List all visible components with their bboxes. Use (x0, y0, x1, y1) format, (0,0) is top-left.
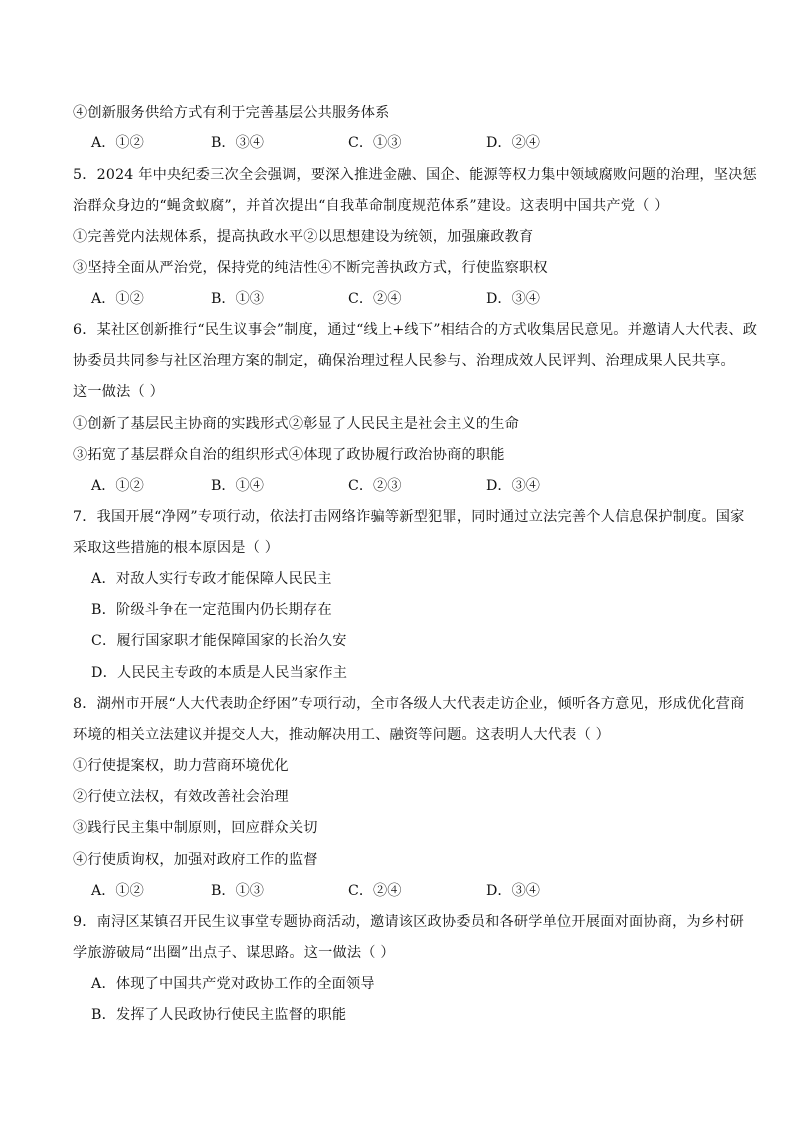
q8-statement-2: ②行使立法权，有效改善社会治理 (73, 789, 289, 805)
q6-stem-line-2: 协委员共同参与社区治理方案的制定，确保治理过程人民参与、治理成效人民评判、治理成果人民共享。 (73, 353, 735, 369)
q4-option-d: D．②④ (486, 135, 540, 151)
q6-statements-2: ③拓宽了基层群众自治的组织形式④体现了政协履行政治协商的职能 (73, 447, 505, 463)
q5-option-a: A．①② (91, 291, 144, 307)
q7-option-c: C．履行国家职才能保障国家的长治久安 (91, 633, 347, 649)
q9-option-a: A．体现了中国共产党对政协工作的全面领导 (91, 976, 375, 992)
q7-option-b: B．阶级斗争在一定范围内仍长期存在 (91, 602, 332, 618)
q8-statement-4: ④行使质询权，加强对政府工作的监督 (73, 852, 318, 868)
q5-statements-1: ①完善党内法规体系，提高执政水平②以思想建设为统领，加强廉政教育 (73, 229, 534, 245)
q8-option-c: C．②④ (348, 883, 402, 899)
q5-stem-line-1: 5．2024 年中央纪委三次全会强调，要深入推进金融、国企、能源等权力集中领域腐败问题的治理，坚决惩 (73, 167, 757, 183)
q8-option-a: A．①② (91, 883, 144, 899)
q6-statements-1: ①创新了基层民主协商的实践形式②彰显了人民民主是社会主义的生命 (73, 416, 520, 432)
q4-option-c: C．①③ (348, 135, 402, 151)
q6-option-d: D．③④ (486, 478, 540, 494)
q7-option-a: A．对敌人实行专政才能保障人民民主 (91, 571, 332, 587)
q5-option-c: C．②④ (348, 291, 402, 307)
q6-option-a: A．①② (91, 478, 144, 494)
q5-option-d: D．③④ (486, 291, 540, 307)
q9-option-b: B．发挥了人民政协行使民主监督的职能 (91, 1007, 347, 1023)
q8-stem-line-2: 环境的相关立法建议并提交人大，推动解决用工、融资等问题。这表明人大代表（ ） (73, 727, 611, 743)
q9-stem-line-2: 学旅游破局“出圈”出点子、谋思路。这一做法（ ） (73, 945, 395, 961)
q8-option-b: B．①③ (211, 883, 264, 899)
q6-option-c: C．②③ (348, 478, 402, 494)
q8-stem-line-1: 8．湖州市开展“人大代表助企纾困”专项行动，全市各级人大代表走访企业，倾听各方意见，形成优化营商 (73, 696, 745, 712)
q6-stem-line-3: 这一做法（ ） (73, 384, 165, 400)
q4-option-b: B．③④ (211, 135, 264, 151)
q4-statement-4: ④创新服务供给方式有利于完善基层公共服务体系 (73, 105, 390, 121)
q7-stem-line-2: 采取这些措施的根本原因是（ ） (73, 540, 280, 556)
q8-statement-1: ①行使提案权，助力营商环境优化 (73, 758, 289, 774)
q8-option-d: D．③④ (486, 883, 540, 899)
q5-option-b: B．①③ (211, 291, 264, 307)
q5-statements-2: ③坚持全面从严治党，保持党的纯洁性④不断完善执政方式，行使监察职权 (73, 260, 548, 276)
q6-stem-line-1: 6．某社区创新推行“民生议事会”制度，通过“线上+线下”相结合的方式收集居民意见。并邀请人大代表、政 (73, 322, 758, 338)
q8-statement-3: ③践行民主集中制原则，回应群众关切 (73, 820, 318, 836)
q4-option-a: A．①② (91, 135, 144, 151)
q6-option-b: B．①④ (211, 478, 264, 494)
q5-stem-line-2: 治群众身边的“蝇贪蚁腐”，并首次提出“自我革命制度规范体系”建设。这表明中国共产党（ ） (73, 198, 669, 214)
q7-option-d: D．人民民主专政的本质是人民当家作主 (91, 665, 348, 681)
q9-stem-line-1: 9．南浔区某镇召开民生议事堂专题协商活动，邀请该区政协委员和各研学单位开展面对面协商，为乡村研 (73, 914, 745, 930)
q7-stem-line-1: 7．我国开展“净网”专项行动，依法打击网络诈骗等新型犯罪，同时通过立法完善个人信息保护制度。国家 (73, 509, 745, 525)
